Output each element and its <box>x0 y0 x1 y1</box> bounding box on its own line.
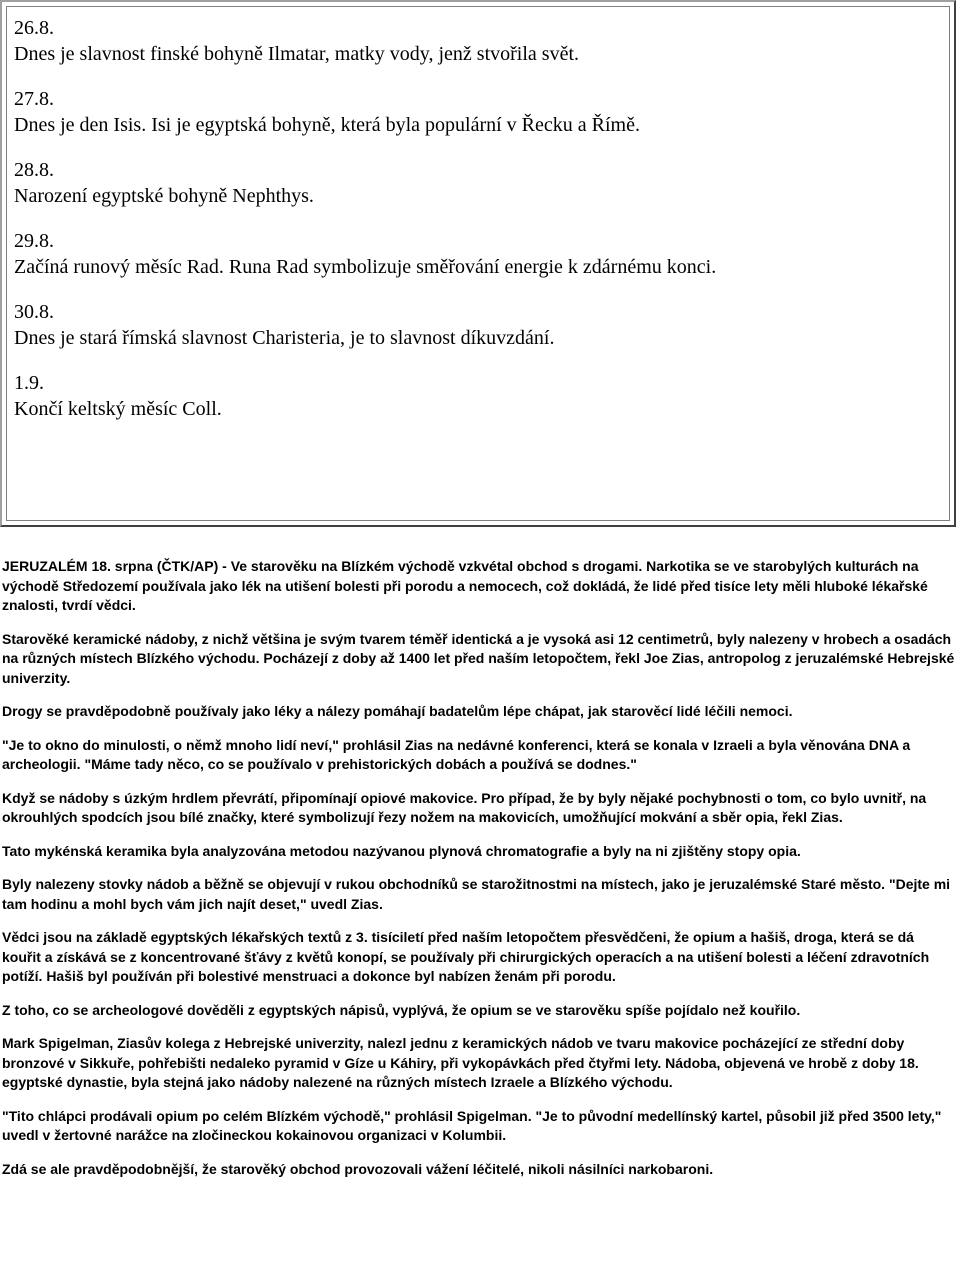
calendar-date: 30.8. <box>14 301 54 323</box>
calendar-entry <box>14 299 942 351</box>
article-paragraph: Když se nádoby s úzkým hrdlem převrátí, připomínají opiové makovice. Pro případ, že by byly nějaké pochybnosti o tom, co bylo uvnitř, na okrouhlých spodcích jsou bílé značky, které symbolizují řezy nožem na makovicích, umožňující mokvání a sběr opia, řekl Zias. <box>2 789 927 825</box>
calendar-date: 29.8. <box>14 230 54 252</box>
article-paragraph: Mark Spigelman, Ziasův kolega z Hebrejské univerzity, nalezl jednu z keramických nádob ve tvaru makovice pocházející ze střední doby bronzové v Sikkuře, pohřebišti nedaleko pyramid v Gíze u Káhiry, při vykopávkách před čtyřmi lety. Nádoba, objevená ve hrobě z doby 18. egyptské dynastie, byla stejná jako nádoby nalezené na různých místech Izraele a Blízkého východu. <box>2 1035 919 1090</box>
calendar-text: Začíná runový měsíc Rad. Runa Rad symbolizuje směřování energie k zdárnému konci. <box>14 256 717 278</box>
calendar-entry <box>14 370 942 422</box>
calendar-date: 28.8. <box>14 159 54 181</box>
article-dateline: JERUZALÉM 18. srpna (ČTK/AP) - Ve starověku na Blízkém východě vzkvétal obchod s drogami. <box>2 558 643 574</box>
calendar-box <box>0 0 956 527</box>
article-paragraph: "Tito chlápci prodávali opium po celém Blízkém východě," prohlásil Spigelman. "Je to původní medellínský kartel, působil již před 3500 lety," uvedl v žertovné narážce na zločineckou kokainovou organizaci v Kolumbii. <box>2 1107 942 1143</box>
article-paragraph: Starověké keramické nádoby, z nichž většina je svým tvarem téměř identická a je vysoká asi 12 centimetrů, byly nalezeny v hrobech a osadách na různých místech Blízkého východu. Pocházejí z doby až 1400 let před naším letopočtem, řekl Joe Zias, antropolog z jeruzalémské Hebrejské univerzity. <box>2 630 955 686</box>
article-paragraph: Tato mykénská keramika byla analyzována metodou nazývanou plynová chromatografie a byly na ni zjištěny stopy opia. <box>2 842 801 859</box>
calendar-text: Dnes je slavnost finské bohyně Ilmatar, matky vody, jenž stvořila svět. <box>14 43 579 65</box>
calendar-date: 1.9. <box>14 372 44 394</box>
calendar-text: Končí keltský měsíc Coll. <box>14 398 222 420</box>
article-paragraph: "Je to okno do minulosti, o němž mnoho lidí neví," prohlásil Zias na nedávné konferenci, která se konala v Izraeli a byla věnována DNA a archeologii. "Máme tady něco, co se používalo v prehistorických dobách a používá se dodnes." <box>2 736 911 772</box>
calendar-date: 27.8. <box>14 88 54 110</box>
calendar-text: Dnes je stará římská slavnost Charisteria, je to slavnost díkuvzdání. <box>14 327 555 349</box>
article-paragraph: Byly nalezeny stovky nádob a běžně se objevují v rukou obchodníků se starožitnostmi na místech, jako je jeruzalémské Staré město. "Dejte mi tam hodinu a mohl bych vám jich najít deset," uvedl Zias. <box>2 876 951 912</box>
article-paragraph: Z toho, co se archeologové dověděli z egyptských nápisů, vyplývá, že opium se ve starověku spíše pojídalo než kouřilo. <box>2 1001 801 1018</box>
calendar-entry <box>14 86 942 138</box>
article-paragraph <box>2 557 956 616</box>
calendar-entry <box>14 15 942 67</box>
calendar-entry <box>14 228 942 280</box>
calendar-text: Dnes je den Isis. Isi je egyptská bohyně, která byla populární v Řecku a Římě. <box>14 114 640 136</box>
calendar-date: 26.8. <box>14 17 54 39</box>
calendar-entry <box>14 157 942 209</box>
article-paragraph: Vědci jsou na základě egyptských lékařských textů z 3. tisíciletí před naším letopočtem přesvědčeni, že opium a hašiš, droga, která se dá kouřit a získává se z koncentrované šťávy z květů konopí, se používaly při chirurgických operacích a na utišení bolesti a léčení zdravotních potíží. Hašiš byl používán při bolestivé menstruaci a dokonce byl nabízen ženám při porodu. <box>2 929 930 984</box>
article-lead-text: Narkotika se ve starobylých kulturách na východě Středozemí používala jako lék na utišení bolesti při porodu a nemocech, což dokládá, že lidé před tisíce lety měli hluboké lékařské znalosti, tvrdí vědci. <box>2 558 928 613</box>
article-paragraph: Zdá se ale pravděpodobnější, že starověký obchod provozovali vážení léčitelé, nikoli násilníci narkobaroni. <box>2 1160 714 1177</box>
article-paragraph: Drogy se pravděpodobně používaly jako léky a nálezy pomáhají badatelům lépe chápat, jak starověcí lidé léčili nemoci. <box>2 703 793 719</box>
calendar-text: Narození egyptské bohyně Nephthys. <box>14 185 314 207</box>
calendar-inner <box>6 6 950 521</box>
news-article <box>2 557 956 1193</box>
